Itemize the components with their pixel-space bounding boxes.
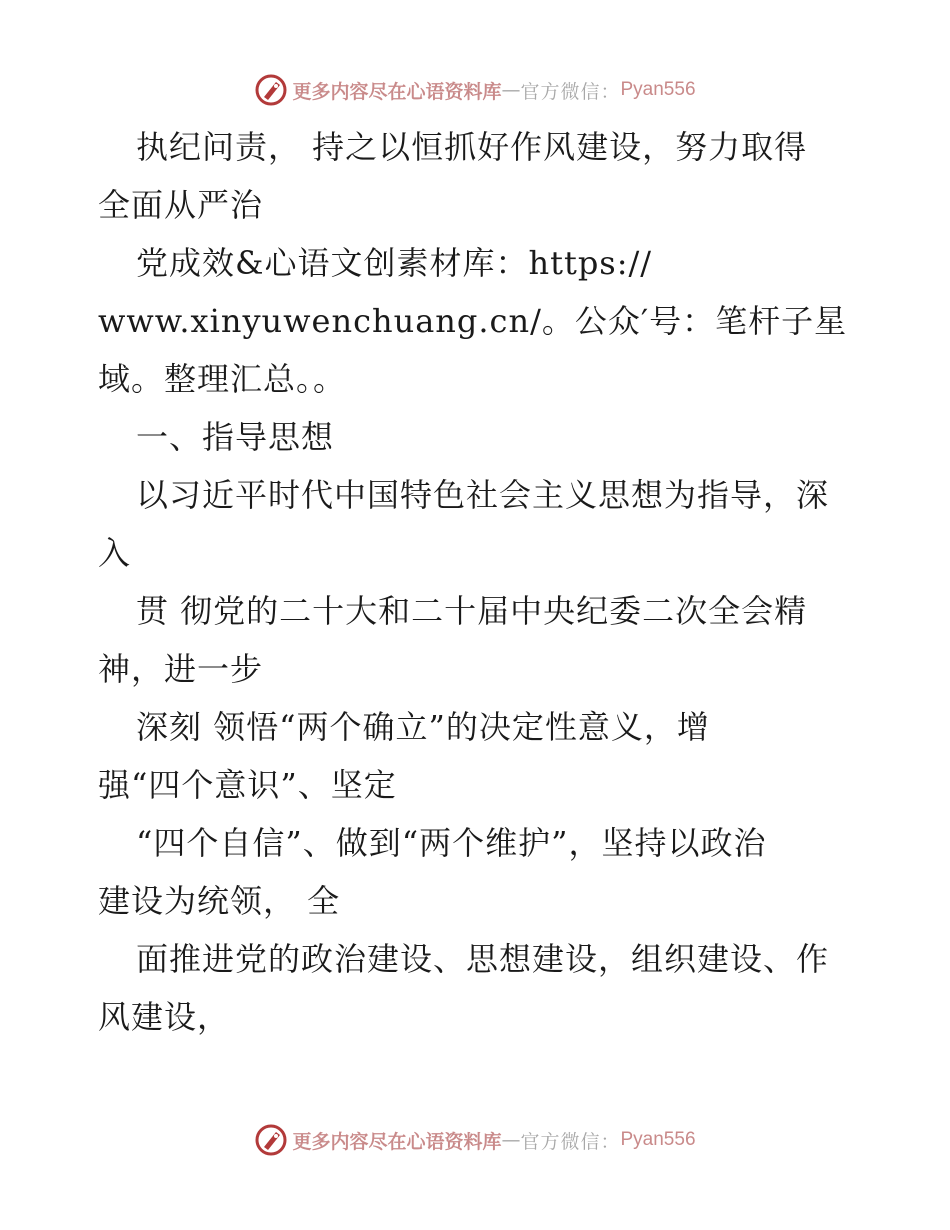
text-line: 执纪问责， 持之以恒抓好作风建设，努力取得 [136, 128, 808, 166]
banner-separator: — [501, 79, 521, 101]
text-line: 入 [98, 534, 132, 572]
text-line: 域。整理汇总。。 [98, 360, 347, 398]
banner-wechat-label: 官方微信： [520, 1130, 621, 1153]
text-line: 面推进党的政治建设、思想建设，组织建设、作 [136, 940, 830, 978]
banner-wechat-id: Pyan556 [620, 79, 696, 100]
banner-separator: — [501, 1129, 521, 1151]
text-line: 建设为统领， 全 [98, 882, 341, 920]
document-body [98, 118, 878, 1046]
banner-brand-text: 更多内容尽在心语资料库 [292, 80, 502, 103]
footer-watermark-banner [0, 1120, 950, 1160]
text-line: 神，进一步 [98, 650, 264, 688]
text-line: 贯 彻党的二十大和二十届中央纪委二次全会精 [136, 592, 808, 630]
text-line: 以习近平时代中国特色社会主义思想为指导，深 [136, 476, 830, 514]
banner-brand-text: 更多内容尽在心语资料库 [292, 1130, 502, 1153]
section-heading: 一、指导思想 [136, 418, 335, 456]
text-line: 风建设， [98, 998, 231, 1036]
text-line: “四个自信”、做到“两个维护”，坚持以政治 [136, 824, 767, 862]
pen-nib-logo-icon [254, 73, 288, 107]
text-line: www.xinyuwenchuang.cn/。公众′号：笔杆子星 [98, 302, 848, 340]
banner-wechat-label: 官方微信： [520, 80, 621, 103]
text-line: 全面从严治 [98, 186, 264, 224]
banner-wechat-id: Pyan556 [620, 1129, 696, 1150]
text-line: 深刻 领悟“两个确立”的决定性意义，增 [136, 708, 710, 746]
text-line: 党成效&心语文创素材库：https:// [136, 244, 653, 282]
text-line: 强“四个意识”、坚定 [98, 766, 397, 804]
pen-nib-logo-icon [254, 1123, 288, 1157]
header-watermark-banner [0, 70, 950, 110]
